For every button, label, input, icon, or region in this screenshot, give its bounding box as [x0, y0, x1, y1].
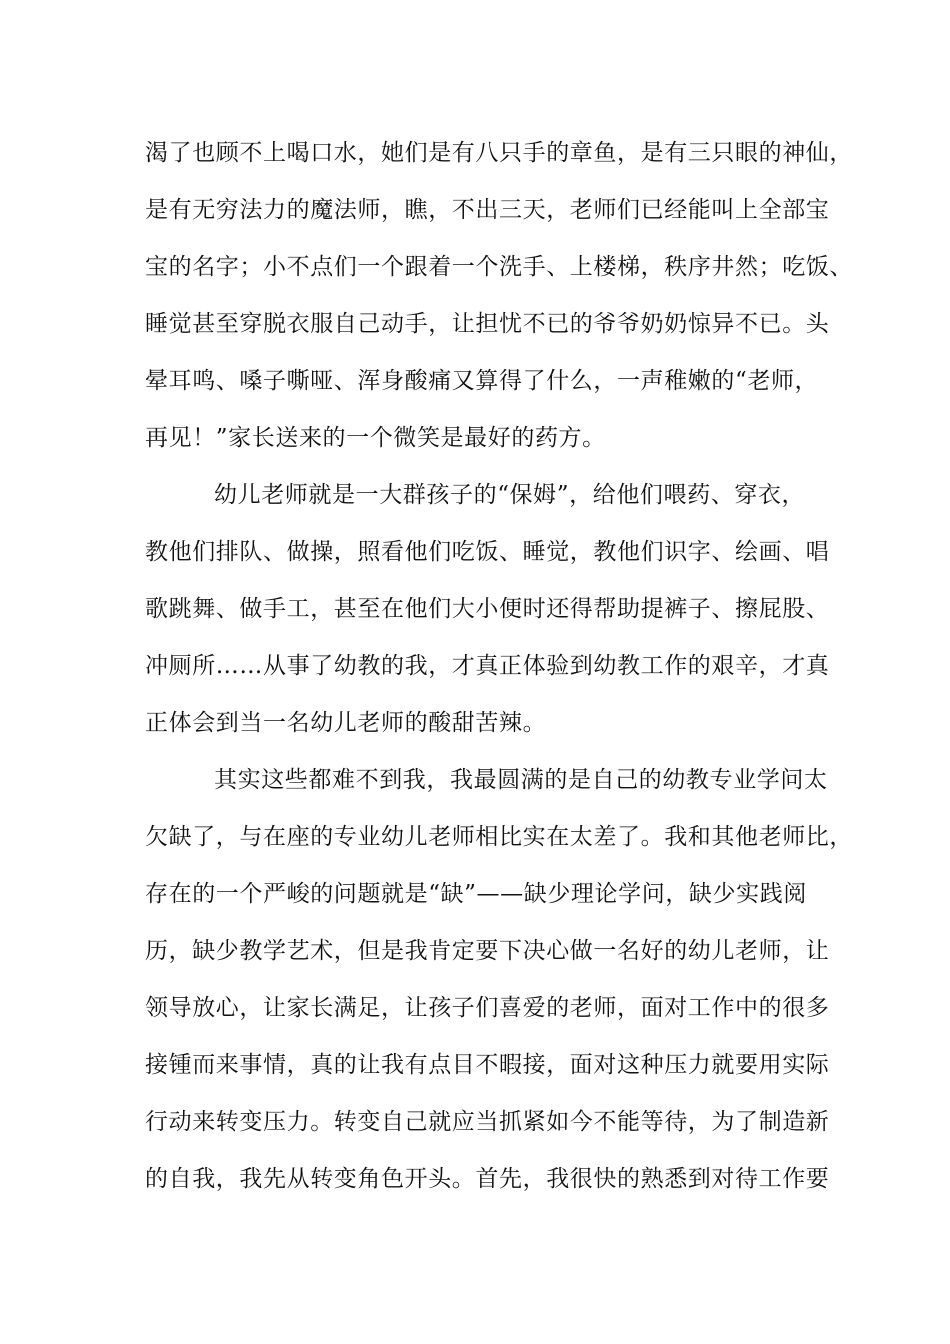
paragraph-line: 歌跳舞、做手工，甚至在他们大小便时还得帮助提裤子、擦屁股、 — [145, 596, 830, 622]
paragraph-line: 宝的名字；小不点们一个跟着一个洗手、上楼梯，秩序井然；吃饭、 — [145, 254, 853, 280]
paragraph-line: 接锺而来事情，真的让我有点目不暇接，面对这种压力就要用实际 — [145, 1052, 830, 1078]
paragraph-line: 的自我，我先从转变角色开头。首先，我很快的熟悉到对待工作要 — [145, 1166, 830, 1192]
paragraph-line: 是有无穷法力的魔法师，瞧，不出三天，老师们已经能叫上全部宝 — [145, 197, 830, 223]
paragraph-line: 晕耳鸣、嗓子嘶哑、浑身酸痛又算得了什么，一声稚嫩的“老师， — [145, 368, 819, 394]
paragraph-line: 欠缺了，与在座的专业幼儿老师相比实在太差了。我和其他老师比， — [145, 824, 853, 850]
paragraph-line: 历，缺少教学艺术，但是我肯定要下决心做一名好的幼儿老师，让 — [145, 938, 830, 964]
paragraph-line: 睡觉甚至穿脱衣服自己动手，让担忧不已的爷爷奶奶惊异不已。头 — [145, 311, 830, 337]
paragraph-line: 教他们排队、做操，照看他们吃饭、睡觉，教他们识字、绘画、唱 — [145, 539, 830, 565]
paragraph-line: 领导放心，让家长满足，让孩子们喜爱的老师，面对工作中的很多 — [145, 995, 830, 1021]
paragraph-line: 再见！”家长送来的一个微笑是最好的药方。 — [145, 425, 606, 451]
paragraph-line: 冲厕所……从事了幼教的我，才真正体验到幼教工作的艰辛，才真 — [145, 653, 830, 679]
paragraph-line: 正体会到当一名幼儿老师的酸甜苦辣。 — [145, 710, 547, 736]
paragraph-line: 幼儿老师就是一大群孩子的“保姆”，给他们喂药、穿衣， — [214, 482, 806, 508]
paragraph-line: 行动来转变压力。转变自己就应当抓紧如今不能等待，为了制造新 — [145, 1109, 830, 1135]
paragraph-line: 其实这些都难不到我，我最圆满的是自己的幼教专业学问太 — [214, 767, 828, 793]
paragraph-line: 存在的一个严峻的问题就是“缺”——缺少理论学问，缺少实践阅 — [145, 881, 807, 907]
paragraph-line: 渴了也顾不上喝口水，她们是有八只手的章鱼，是有三只眼的神仙， — [145, 140, 853, 166]
